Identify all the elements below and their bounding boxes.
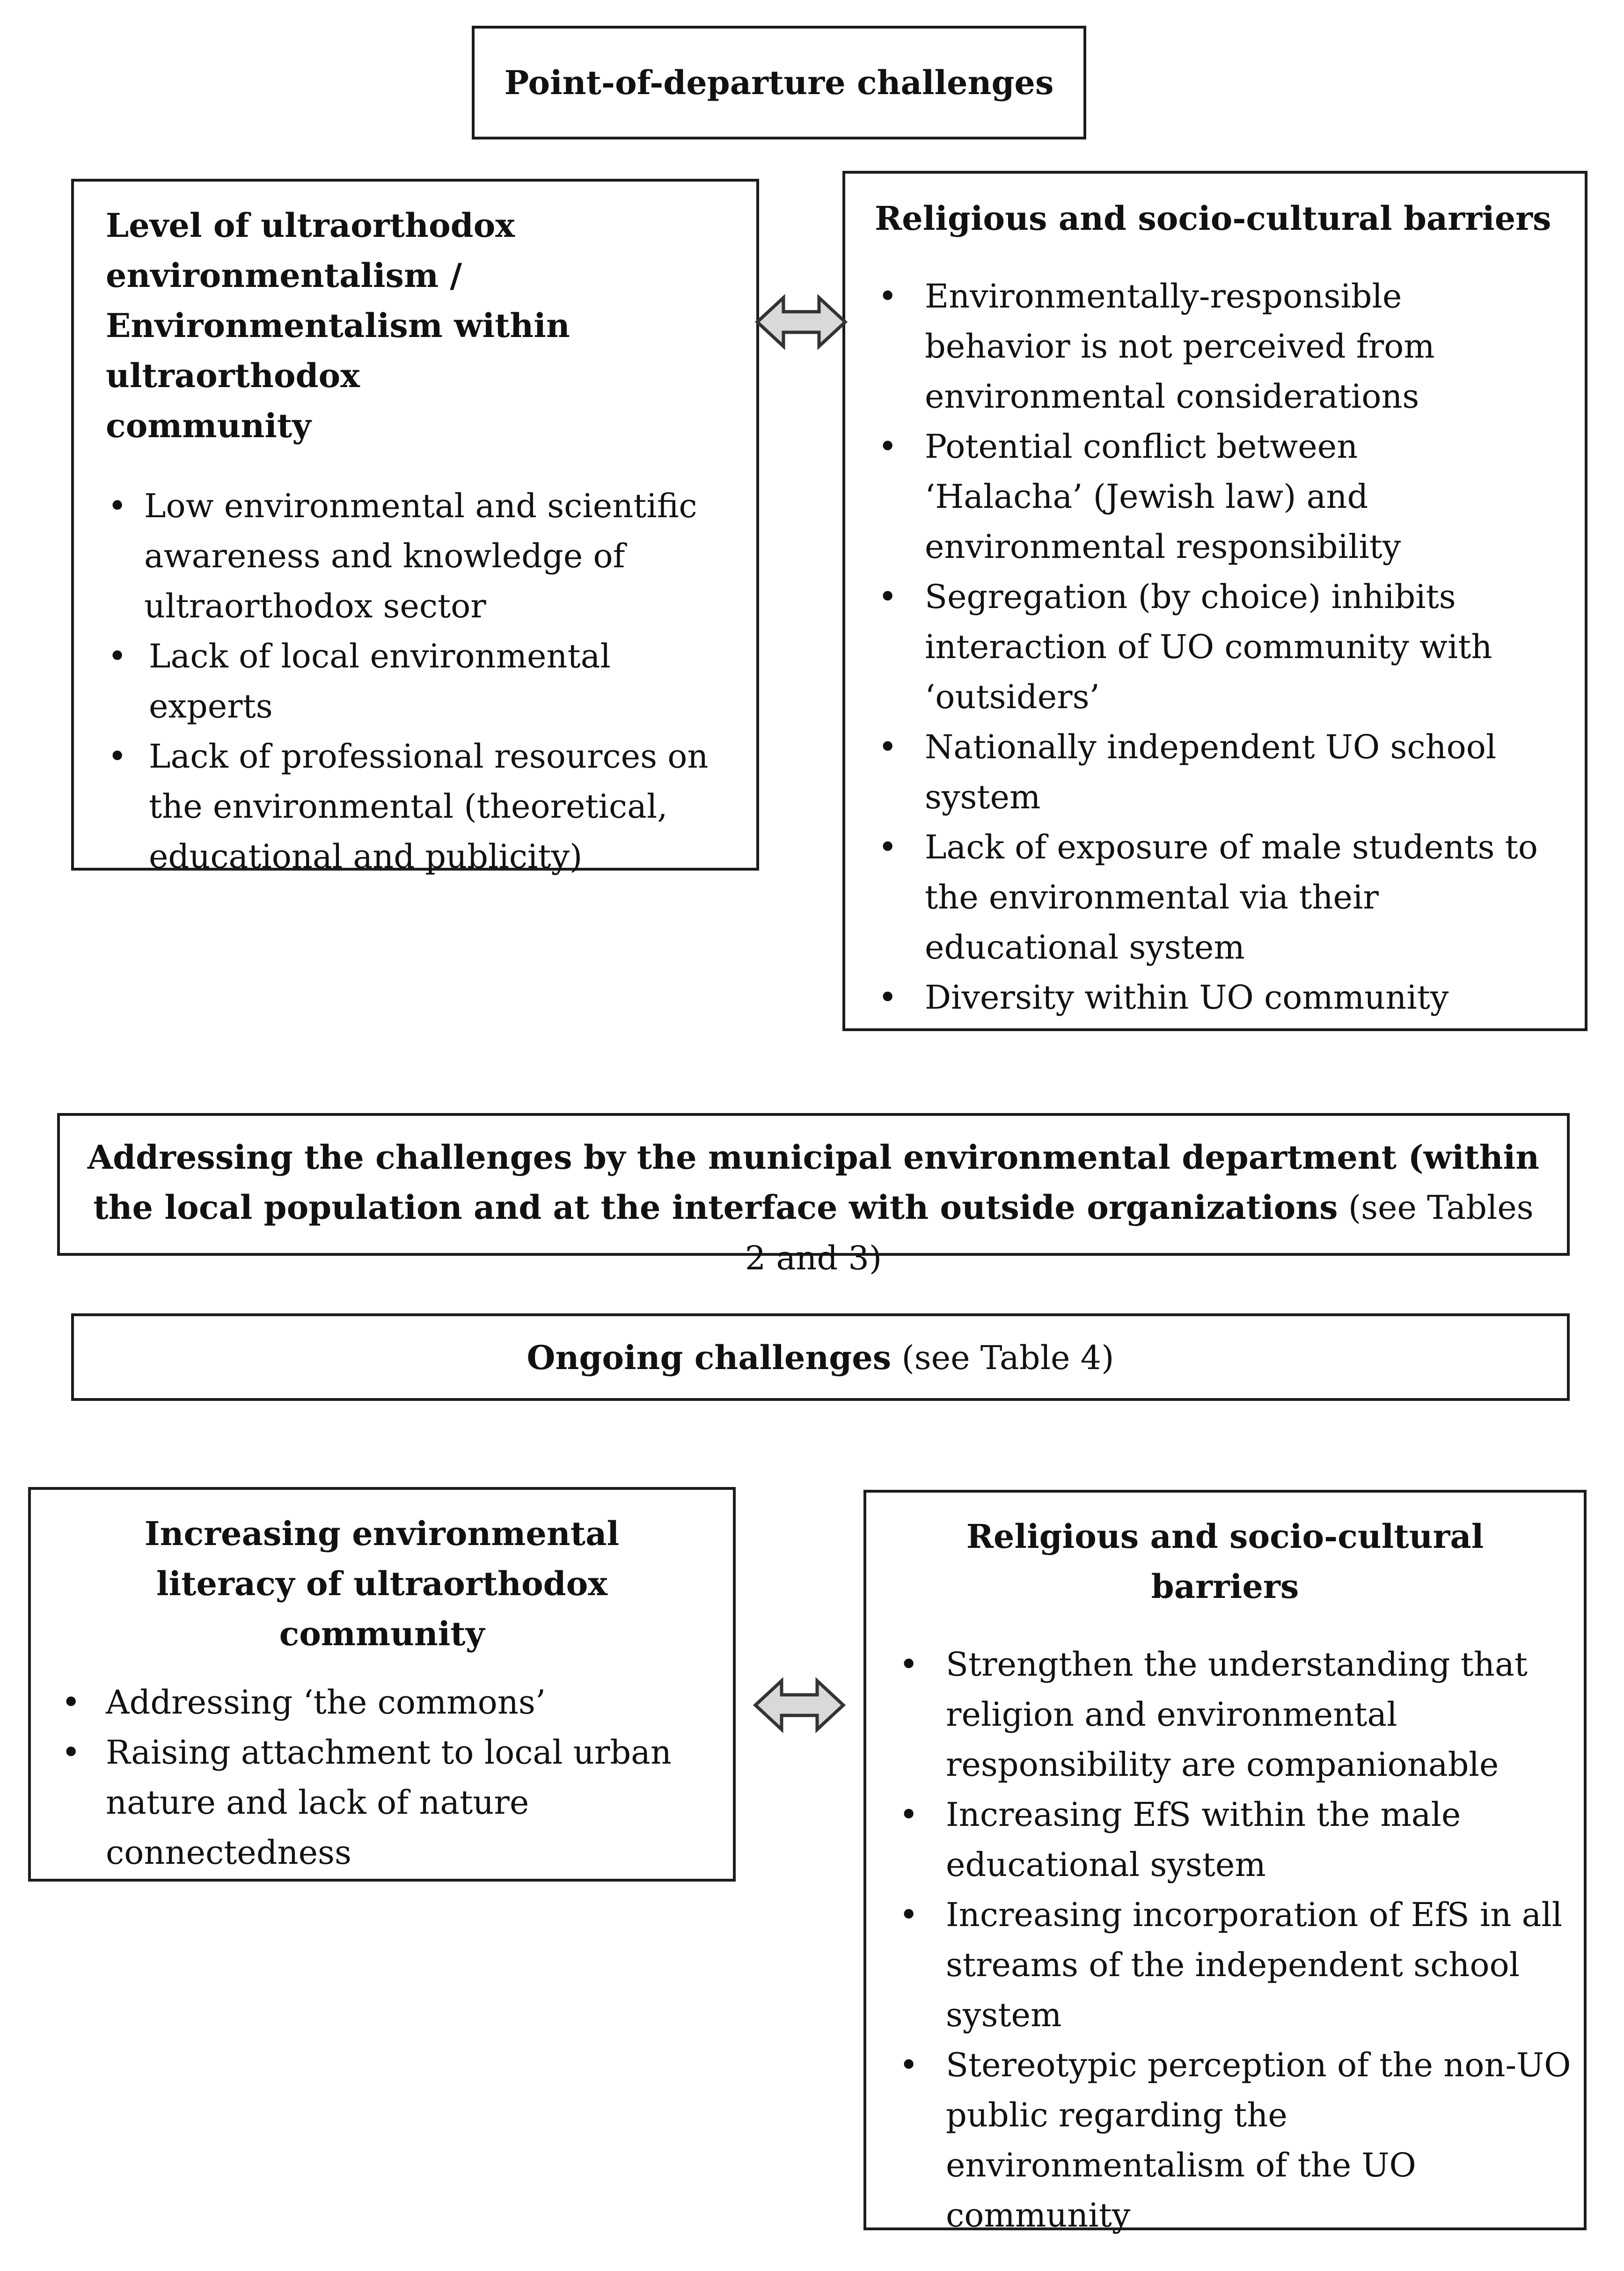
point-of-departure-title-box	[472, 26, 1086, 139]
bullet-icon: •	[899, 1645, 919, 1684]
bullet-icon: •	[61, 1733, 81, 1772]
religious-barriers-bottom-title: Religious and socio-cultural barriers	[966, 1517, 1484, 1606]
environmental-literacy-list	[59, 1678, 705, 1878]
bullet-icon: •	[899, 2046, 919, 2084]
list-item: • Environmentally-responsible behavior is not perceived from environmental considerations	[869, 271, 1557, 422]
list-item: • Segregation (by choice) inhibits interaction of UO community with ‘outsiders’	[869, 572, 1524, 722]
ultraorthodox-environmentalism-title: Level of ultraorthodox environmentalism / Environmentalism within ultraorthodox community	[106, 206, 570, 445]
bullet-icon: •	[878, 427, 898, 466]
list-item: • Increasing incorporation of EfS in all streams of the independent school system	[890, 1890, 1578, 2040]
point-of-departure-title: Point-of-departure challenges	[504, 63, 1054, 102]
ongoing-challenges-box	[71, 1313, 1570, 1401]
list-item: • Nationally independent UO school system	[869, 722, 1524, 822]
ongoing-table-ref: (see Table 4)	[891, 1339, 1114, 1377]
list-item: • Lack of professional resources on the environmental (theoretical, educational and publicity)	[102, 732, 739, 882]
bullet-icon: •	[108, 487, 127, 525]
addressing-challenges-box	[57, 1113, 1570, 1277]
double-arrow-icon	[753, 1677, 846, 1733]
list-item: • Strengthen the understanding that religion and environmental responsibility are companionable	[890, 1640, 1564, 1790]
ongoing-challenges-text: Ongoing challenges	[527, 1338, 892, 1377]
bullet-icon: •	[878, 277, 898, 315]
ultraorthodox-environmentalism-list	[102, 481, 728, 882]
list-item: • Diversity within UO community	[869, 973, 1557, 1023]
religious-barriers-top-list	[869, 271, 1561, 1023]
environmental-literacy-title: Increasing environmental literacy of ultraorthodox community	[144, 1514, 620, 1653]
list-item: • Addressing ‘the commons’	[59, 1678, 691, 1728]
religious-barriers-top-box	[842, 171, 1587, 1031]
bullet-icon: •	[899, 1896, 919, 1934]
list-item: • Lack of local environmental experts	[102, 631, 640, 732]
religious-barriers-bottom-list	[890, 1640, 1571, 2241]
bullet-icon: •	[108, 737, 127, 776]
bullet-icon: •	[878, 828, 898, 866]
list-item: • Raising attachment to local urban nature and lack of nature connectedness	[59, 1728, 691, 1878]
bullet-icon: •	[878, 578, 898, 616]
religious-barriers-bottom-box	[863, 1490, 1587, 2234]
ultraorthodox-environmentalism-box	[71, 179, 759, 876]
bullet-icon: •	[878, 728, 898, 766]
list-item: • Stereotypic perception of the non-UO public regarding the environmentalism of the UO community	[890, 2040, 1578, 2241]
list-item: • Increasing EfS within the male educational system	[890, 1790, 1484, 1890]
addressing-challenges-text: Addressing the challenges by the municipal environmental department (within the local population and at the interface with outside organizations	[87, 1138, 1540, 1227]
environmental-literacy-box	[28, 1487, 736, 1882]
religious-barriers-top-title: Religious and socio-cultural barriers	[875, 199, 1551, 238]
bullet-icon: •	[899, 1795, 919, 1834]
list-item: • Potential conflict between ‘Halacha’ (Jewish law) and environmental responsibility	[869, 422, 1510, 572]
bullet-icon: •	[108, 637, 127, 675]
addressing-tables-ref: (see Tables 2 and 3)	[745, 1188, 1534, 1277]
list-item: • Lack of exposure of male students to the environmental via their educational system	[869, 822, 1543, 973]
bullet-icon: •	[61, 1683, 81, 1722]
bullet-icon: •	[878, 978, 898, 1017]
list-item: • Low environmental and scientific awareness and knowledge of ultraorthodox sector	[102, 481, 729, 631]
double-arrow-icon	[754, 294, 848, 350]
